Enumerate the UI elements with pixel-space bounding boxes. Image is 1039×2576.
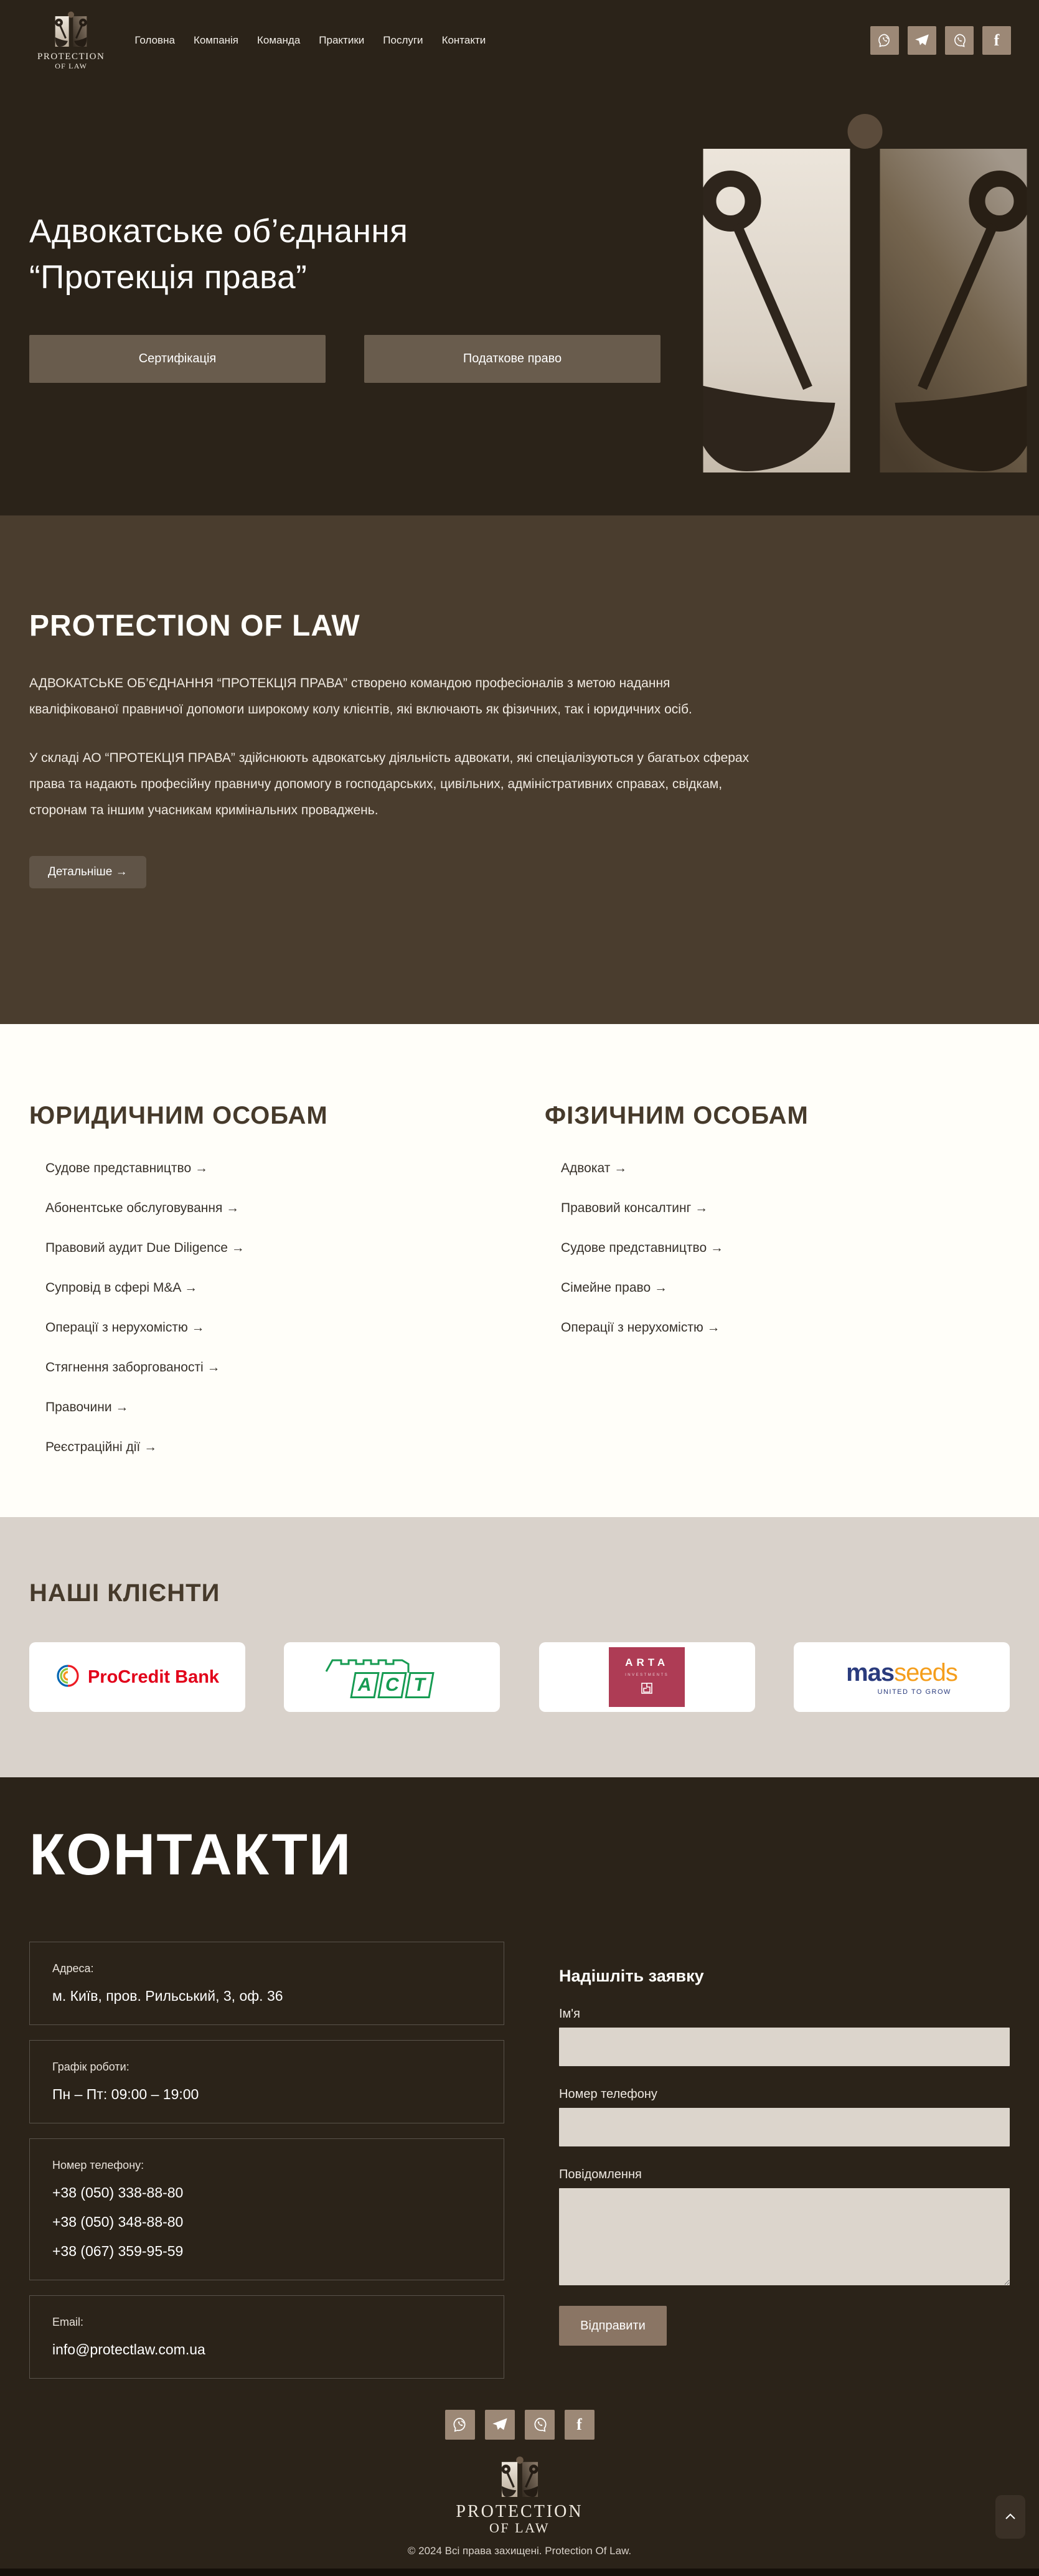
logo-wordmark: PROTECTION OF LAW xyxy=(456,2502,583,2536)
about-heading: PROTECTION OF LAW xyxy=(29,609,360,642)
nav-contacts[interactable]: Контакти xyxy=(441,34,486,46)
list-item xyxy=(561,1161,1010,1176)
phones-box xyxy=(29,2138,504,2280)
list-item xyxy=(45,1281,545,1295)
legal-entities-heading: ЮРИДИЧНИМ ОСОБАМ xyxy=(29,1102,328,1129)
service-advocate-link[interactable]: Адвокат → xyxy=(561,1161,628,1175)
service-family-law-link[interactable]: Сімейне право → xyxy=(561,1281,667,1295)
about-section xyxy=(0,515,1039,1024)
whatsapp-icon xyxy=(951,32,967,49)
header-socials xyxy=(870,26,1011,55)
schedule-label: Графік роботи: xyxy=(52,2061,129,2073)
procredit-wordmark: ProCredit Bank xyxy=(87,1666,220,1687)
about-paragraph-1: АДВОКАТСЬКЕ ОБ’ЄДНАННЯ “ПРОТЕКЦІЯ ПРАВА” створено командою професіоналів з метою надання кваліфікованої правничої допомоги широкому колу клієнтів, які включають як фізичних, так і юридичних осіб. xyxy=(29,676,692,717)
telegram-icon xyxy=(914,32,930,49)
service-subscription-link[interactable]: Абонентське обслуговування → xyxy=(45,1201,240,1215)
ukraine-flag-icon[interactable] xyxy=(507,36,520,45)
tax-law-button[interactable]: Податкове право xyxy=(364,335,661,383)
name-field[interactable] xyxy=(559,2028,1010,2066)
arta-ornament-icon xyxy=(640,1681,654,1698)
client-card-masseeds[interactable] xyxy=(794,1642,1010,1712)
contacts-section xyxy=(0,1777,1039,2557)
service-court-representation-ind-link[interactable]: Судове представництво → xyxy=(561,1241,723,1255)
schedule-value: Пн – Пт: 09:00 – 19:00 xyxy=(52,2086,199,2102)
telegram-icon xyxy=(491,2416,509,2433)
bottom-bar xyxy=(0,2569,1039,2576)
viber-icon xyxy=(877,32,893,49)
facebook-icon: f xyxy=(576,2415,582,2433)
masseeds-tagline: UNITED TO GROW xyxy=(877,1688,951,1696)
client-card-act[interactable] xyxy=(284,1642,500,1712)
hero-title: Адвокатське об’єднання “Протекція права” xyxy=(29,213,408,296)
contacts-heading: КОНТАКТИ xyxy=(29,1822,352,1887)
header xyxy=(0,0,1039,81)
list-item xyxy=(45,1201,545,1216)
service-ma-link[interactable]: Супровід в сфері M&A → xyxy=(45,1281,198,1295)
logo[interactable] xyxy=(37,11,105,70)
scales-logo-icon xyxy=(54,11,88,52)
act-wordmark: А С Т xyxy=(350,1672,434,1698)
list-item xyxy=(45,1320,545,1335)
phone-number[interactable]: +38 (050) 338-88-80 xyxy=(52,2184,184,2201)
nav-practices[interactable]: Практики xyxy=(319,34,365,46)
service-real-estate-link[interactable]: Операції з нерухомістю → xyxy=(45,1320,205,1335)
mas-wordmark: mas xyxy=(846,1658,895,1686)
list-item xyxy=(45,1161,545,1176)
message-field[interactable] xyxy=(559,2188,1010,2285)
list-item xyxy=(45,1360,545,1375)
service-court-representation-link[interactable]: Судове представництво → xyxy=(45,1161,208,1175)
clients-heading: НАШІ КЛІЄНТИ xyxy=(29,1579,220,1607)
whatsapp-button[interactable] xyxy=(525,2410,555,2440)
phone-number[interactable]: +38 (050) 348-88-80 xyxy=(52,2214,184,2230)
client-card-procredit[interactable] xyxy=(29,1642,245,1712)
list-item xyxy=(561,1201,1010,1216)
list-item xyxy=(561,1241,1010,1256)
act-logo xyxy=(342,1657,442,1698)
whatsapp-button[interactable] xyxy=(945,26,974,55)
list-item xyxy=(45,1241,545,1256)
name-label: Ім'я xyxy=(559,2007,580,2021)
service-real-estate-ind-link[interactable]: Операції з нерухомістю → xyxy=(561,1320,720,1335)
list-item xyxy=(45,1440,545,1455)
about-paragraph-2: У складі АО “ПРОТЕКЦІЯ ПРАВА” здійснюють адвокатську діяльність адвокати, які спеціалізуються у багатьох сферах права та надають професійну правничу допомогу в господарських, цивільних, адміністративних справах, свідкам, сторонам та іншим учасникам кримінальних проваджень. xyxy=(29,751,750,817)
procredit-logo xyxy=(55,1663,219,1691)
email-box xyxy=(29,2295,504,2379)
nav-home[interactable]: Головна xyxy=(134,34,175,46)
scales-artwork xyxy=(702,114,1028,491)
service-registration-link[interactable]: Реєстраційні дії → xyxy=(45,1440,157,1454)
service-legal-consulting-link[interactable]: Правовий консалтинг → xyxy=(561,1201,708,1215)
schedule-box xyxy=(29,2040,504,2123)
masseeds-logo xyxy=(846,1659,957,1696)
clients-section xyxy=(0,1517,1039,1777)
service-transactions-link[interactable]: Правочини → xyxy=(45,1400,129,1414)
individuals-list xyxy=(545,1161,1010,1335)
phones-label: Номер телефону: xyxy=(52,2159,144,2171)
address-label: Адреса: xyxy=(52,1962,94,1975)
facebook-button[interactable] xyxy=(982,26,1011,55)
contact-form xyxy=(559,1942,1010,2346)
facebook-icon: f xyxy=(994,31,1000,49)
hero-section xyxy=(0,81,1039,515)
individuals-column xyxy=(545,1102,1010,1517)
phone-field[interactable] xyxy=(559,2108,1010,2146)
service-debt-collection-link[interactable]: Стягнення заборгованості → xyxy=(45,1360,220,1375)
nav-services[interactable]: Послуги xyxy=(383,34,423,46)
footer-logo[interactable] xyxy=(0,2456,1039,2535)
address-box xyxy=(29,1942,504,2025)
certification-button[interactable]: Сертифікація xyxy=(29,335,326,383)
viber-button[interactable] xyxy=(445,2410,475,2440)
phone-number[interactable]: +38 (067) 359-95-59 xyxy=(52,2243,184,2259)
main-nav xyxy=(134,34,520,47)
telegram-button[interactable] xyxy=(908,26,936,55)
facebook-button[interactable] xyxy=(565,2410,595,2440)
nav-team[interactable]: Команда xyxy=(257,34,301,46)
arta-subtitle: INVESTMENTS xyxy=(625,1673,669,1677)
seeds-wordmark: seeds xyxy=(894,1658,957,1686)
arta-logo xyxy=(609,1647,685,1707)
list-item xyxy=(561,1281,1010,1295)
copyright-text: © 2024 Всі права захищені. Protection Of Law. xyxy=(407,2545,632,2557)
form-heading: Надішліть заявку xyxy=(559,1967,704,1985)
procredit-globe-icon xyxy=(55,1663,80,1691)
services-section xyxy=(0,1024,1039,1517)
service-due-diligence-link[interactable]: Правовий аудит Due Diligence → xyxy=(45,1241,245,1255)
client-cards xyxy=(29,1642,1010,1712)
logo-wordmark: PROTECTION OF LAW xyxy=(37,52,105,71)
email-label: Email: xyxy=(52,2316,84,2328)
list-item xyxy=(45,1400,545,1415)
viber-button[interactable] xyxy=(870,26,899,55)
whatsapp-icon xyxy=(531,2416,548,2433)
message-label: Повідомлення xyxy=(559,2168,642,2181)
legal-entities-column xyxy=(29,1102,545,1517)
details-button[interactable]: Детальніше → xyxy=(29,856,146,888)
client-card-arta[interactable] xyxy=(539,1642,755,1712)
chevron-up-icon xyxy=(1005,2513,1016,2522)
address-value: м. Київ, пров. Рильський, 3, оф. 36 xyxy=(52,1988,283,2004)
viber-icon xyxy=(451,2416,469,2433)
footer-socials xyxy=(0,2410,1039,2440)
submit-button[interactable]: Відправити xyxy=(559,2306,667,2346)
contact-info xyxy=(29,1942,504,2394)
scales-logo-icon xyxy=(501,2456,539,2503)
telegram-button[interactable] xyxy=(485,2410,515,2440)
individuals-heading: ФІЗИЧНИМ ОСОБАМ xyxy=(545,1102,809,1129)
scroll-to-top-button[interactable] xyxy=(995,2495,1025,2539)
legal-entities-list xyxy=(29,1161,545,1455)
email-value[interactable]: info@protectlaw.com.ua xyxy=(52,2341,205,2357)
nav-company[interactable]: Компанія xyxy=(193,34,239,46)
phone-label: Номер телефону xyxy=(559,2087,657,2101)
arta-wordmark: ARTA xyxy=(625,1656,669,1668)
list-item xyxy=(561,1320,1010,1335)
